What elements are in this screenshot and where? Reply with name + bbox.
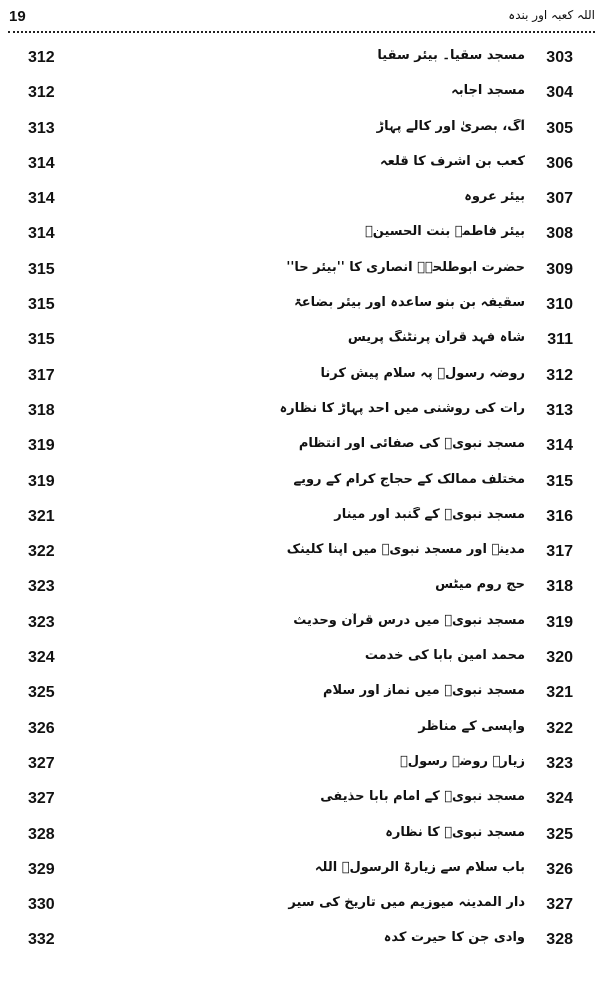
running-title: اللہ کعبہ اور بندہ — [508, 8, 595, 22]
toc-page-number: 318 — [28, 401, 55, 419]
toc-entry-title: آگ، بصریٰ اور کالے پہاڑ — [376, 118, 525, 134]
toc-entry-title: وادی جن کا حیرت کدہ — [383, 930, 525, 946]
toc-entry-number: 307 — [546, 190, 573, 208]
toc-row — [0, 41, 603, 76]
toc-row — [0, 853, 603, 888]
toc-entry-number: 318 — [546, 578, 573, 596]
toc-row — [0, 535, 603, 570]
toc-page-number: 312 — [28, 84, 55, 102]
toc-row — [0, 323, 603, 358]
toc-page-number: 322 — [28, 543, 55, 561]
toc-entry-title: رات کی روشنی میں احد پہاڑ کا نظارہ — [279, 400, 525, 416]
toc-entry-title: مسجد نبویؐ کے گنبد اور مینار — [334, 506, 525, 522]
toc-page-number: 314 — [28, 190, 55, 208]
toc-entry-number: 305 — [546, 119, 573, 137]
toc-row — [0, 923, 603, 958]
toc-entry-number: 315 — [546, 472, 573, 490]
toc-entry-title: زیارۃ روضہ رسولؐ — [399, 753, 525, 769]
toc-entry-number: 314 — [546, 437, 573, 455]
toc-page-number: 332 — [28, 931, 55, 949]
toc-entry-title: بیئر عروہ — [464, 189, 525, 205]
toc-entry-number: 328 — [546, 931, 573, 949]
toc-page-number: 327 — [28, 790, 55, 808]
toc-row — [0, 676, 603, 711]
toc-row — [0, 253, 603, 288]
toc-entry-number: 309 — [546, 260, 573, 278]
page-number: 19 — [9, 8, 26, 25]
toc-page-number: 330 — [28, 896, 55, 914]
table-of-contents — [0, 41, 603, 959]
toc-entry-number: 324 — [546, 790, 573, 808]
toc-page-number: 324 — [28, 649, 55, 667]
toc-entry-title: مسجد اجابہ — [451, 83, 525, 99]
toc-page-number: 327 — [28, 754, 55, 772]
toc-entry-title: باب سلام سے زیارۃ الرسولؐ اللہ — [314, 859, 525, 875]
toc-page-number: 328 — [28, 825, 55, 843]
toc-row — [0, 712, 603, 747]
toc-row — [0, 606, 603, 641]
toc-entry-number: 320 — [546, 649, 573, 667]
toc-entry-number: 316 — [546, 507, 573, 525]
toc-row — [0, 641, 603, 676]
toc-entry-number: 306 — [546, 154, 573, 172]
toc-entry-title: مدینہ اور مسجد نبویؐ میں اپنا کلینک — [286, 542, 525, 558]
toc-entry-number: 304 — [546, 84, 573, 102]
toc-entry-title: دار المدینہ میوزیم میں تاریخ کی سیر — [288, 895, 525, 911]
toc-page-number: 326 — [28, 719, 55, 737]
toc-entry-title: حج روم میٹس — [435, 577, 525, 593]
toc-row — [0, 500, 603, 535]
toc-entry-number: 322 — [546, 719, 573, 737]
toc-row — [0, 429, 603, 464]
toc-entry-title: سقیفہ بن بنو ساعدہ اور بیئر بضاعۃ — [294, 295, 525, 311]
toc-entry-title: مسجد نبویؐ میں نماز اور سلام — [322, 683, 525, 699]
toc-row — [0, 112, 603, 147]
toc-page-number: 321 — [28, 507, 55, 525]
toc-row — [0, 76, 603, 111]
toc-entry-number: 313 — [546, 401, 573, 419]
toc-entry-title: مسجد نبویؐ کا نظارہ — [385, 824, 525, 840]
toc-page-number: 325 — [28, 684, 55, 702]
toc-entry-title: حضرت ابوطلحہؓ انصاری کا ''بیئر حا'' — [286, 259, 525, 275]
toc-row — [0, 359, 603, 394]
toc-entry-number: 319 — [546, 613, 573, 631]
toc-row — [0, 182, 603, 217]
toc-row — [0, 217, 603, 252]
toc-row — [0, 570, 603, 605]
toc-entry-title: بیئر فاطمہ بنت الحسینؓ — [364, 224, 525, 240]
toc-entry-title: مسجد نبویؐ کی صفائی اور انتظام — [298, 436, 525, 452]
toc-entry-title: مسجد سقیا۔ بیئر سقیا — [377, 48, 525, 63]
toc-page-number: 314 — [28, 225, 55, 243]
toc-row — [0, 288, 603, 323]
toc-entry-title: کعب بن اشرف کا قلعہ — [380, 153, 525, 169]
toc-entry-number: 308 — [546, 225, 573, 243]
toc-row — [0, 888, 603, 923]
toc-row — [0, 147, 603, 182]
toc-page-number: 315 — [28, 296, 55, 314]
toc-entry-number: 310 — [546, 296, 573, 314]
toc-row — [0, 818, 603, 853]
toc-page-number: 319 — [28, 437, 55, 455]
toc-entry-number: 325 — [546, 825, 573, 843]
page-header — [0, 0, 603, 40]
toc-entry-number: 317 — [546, 543, 573, 561]
toc-page-number: 313 — [28, 119, 55, 137]
toc-row — [0, 465, 603, 500]
toc-entry-title: مسجد نبویؐ کے امام بابا حذیفی — [320, 789, 525, 805]
toc-page-number: 323 — [28, 578, 55, 596]
toc-entry-number: 321 — [546, 684, 573, 702]
toc-page-number: 315 — [28, 331, 55, 349]
toc-page-number: 329 — [28, 860, 55, 878]
toc-entry-title: شاہ فہد قرآن پرنٹنگ پریس — [347, 330, 525, 346]
toc-row — [0, 747, 603, 782]
toc-entry-title: مختلف ممالک کے حجاج کرام کے رویے — [293, 471, 525, 487]
toc-entry-number: 311 — [547, 331, 573, 349]
toc-entry-title: واپسی کے مناظر — [418, 718, 525, 734]
dotted-rule — [8, 31, 595, 33]
toc-entry-number: 327 — [546, 896, 573, 914]
toc-entry-number: 326 — [546, 860, 573, 878]
toc-page-number: 317 — [28, 366, 55, 384]
toc-page-number: 319 — [28, 472, 55, 490]
toc-entry-number: 323 — [546, 754, 573, 772]
toc-page-number: 315 — [28, 260, 55, 278]
toc-entry-number: 303 — [546, 49, 573, 66]
toc-entry-title: روضہ رسولؐ پہ سلام پیش کرنا — [320, 365, 525, 381]
toc-row — [0, 782, 603, 817]
toc-entry-title: مسجد نبویؐ میں درس قرآن وحدیث — [293, 612, 525, 628]
toc-entry-number: 312 — [546, 366, 573, 384]
toc-page-number: 323 — [28, 613, 55, 631]
toc-page-number: 314 — [28, 154, 55, 172]
toc-entry-title: محمد امین بابا کی خدمت — [364, 648, 525, 664]
toc-page-number: 312 — [28, 49, 55, 66]
toc-row — [0, 394, 603, 429]
